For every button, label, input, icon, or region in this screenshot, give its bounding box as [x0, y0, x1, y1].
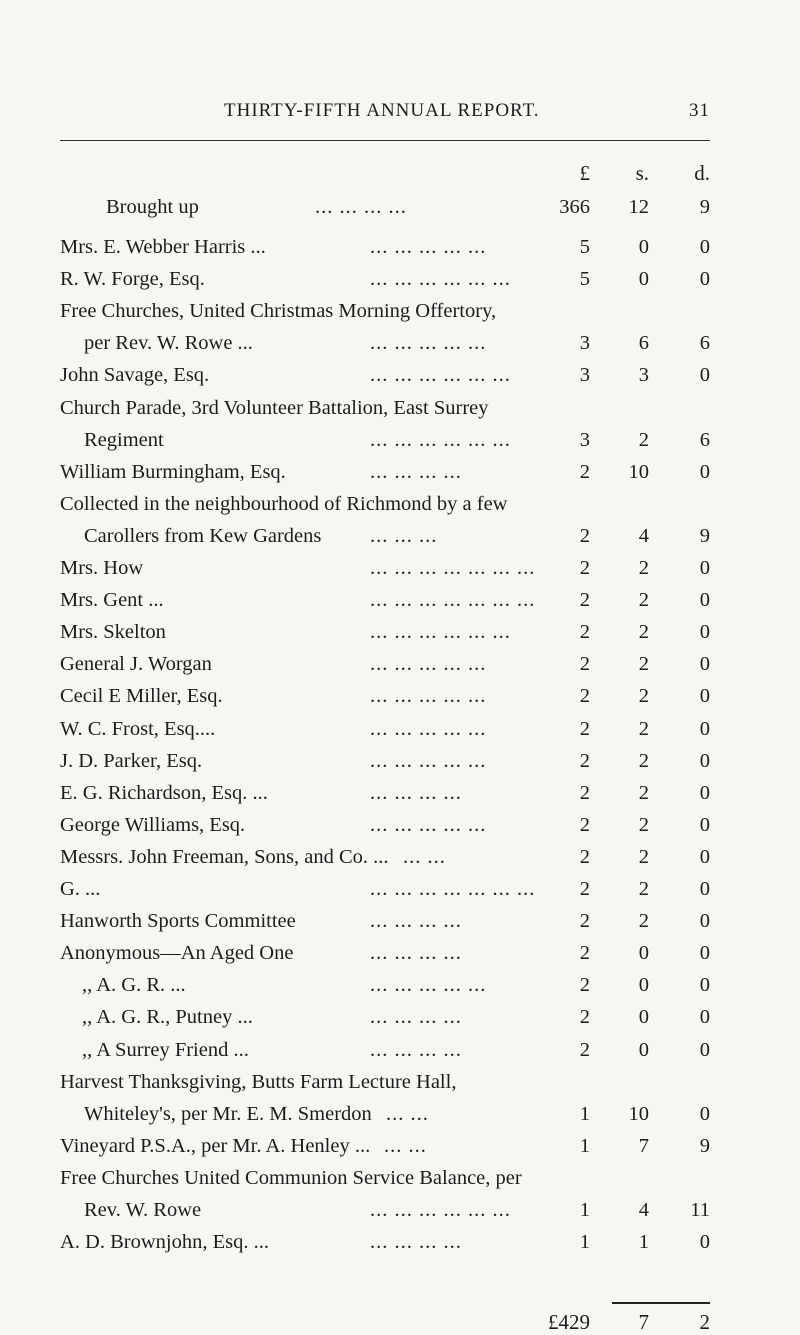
- shillings-value: 2: [638, 589, 649, 612]
- leader-dots: ... ... ...: [370, 524, 438, 547]
- pounds-value: 1: [579, 1134, 590, 1157]
- entry-label: G. ...: [60, 878, 101, 900]
- pounds-value: 2: [579, 717, 590, 740]
- pounds-value: 366: [559, 196, 590, 218]
- brought-up-label: Brought up: [106, 196, 199, 218]
- table-row: [60, 974, 710, 1004]
- pounds-value: 2: [579, 813, 590, 836]
- entry-label: Mrs. E. Webber Harris ...: [60, 236, 266, 258]
- entry-label: Vineyard P.S.A., per Mr. A. Henley ...: [60, 1134, 371, 1157]
- shillings-value: 2: [638, 878, 649, 900]
- pence-value: 9: [699, 524, 710, 547]
- table-row: [60, 236, 710, 266]
- shillings-value: 2: [638, 685, 649, 708]
- leader-dots: ... ...: [384, 1134, 427, 1157]
- entry-label: E. G. Richardson, Esq. ...: [60, 781, 268, 804]
- shillings-header: s.: [635, 161, 649, 185]
- shillings-value: 1: [638, 1231, 649, 1254]
- pounds-value: 2: [579, 621, 590, 644]
- pence-value: 9: [699, 196, 710, 218]
- table-row: [60, 1199, 710, 1229]
- pounds-value: 2: [579, 653, 590, 676]
- entry-label: Mrs. Skelton: [60, 621, 166, 644]
- entry-label: ,, A. G. R. ...: [82, 974, 186, 997]
- entry-label: per Rev. W. Rowe ...: [84, 332, 253, 355]
- shillings-value: 2: [638, 717, 649, 740]
- table-row: [60, 1006, 710, 1036]
- pence-value: 9: [699, 1134, 710, 1157]
- pence-value: 0: [699, 910, 710, 933]
- shillings-value: 7: [638, 1134, 649, 1157]
- leader-dots: ... ... ... ... ...: [370, 236, 487, 258]
- shillings-value: 6: [638, 332, 649, 355]
- pounds-value: 2: [579, 460, 590, 483]
- entry-label: A. D. Brownjohn, Esq. ...: [60, 1231, 269, 1254]
- pence-value: 0: [699, 621, 710, 644]
- pounds-value: 2: [579, 1006, 590, 1029]
- table-row: [60, 942, 710, 972]
- shillings-value: 4: [638, 524, 649, 547]
- pounds-value: 1: [579, 1102, 590, 1125]
- pence-value: 0: [699, 781, 710, 804]
- entry-label: Church Parade, 3rd Volunteer Battalion, East Surrey: [60, 396, 489, 419]
- shillings-value: 0: [638, 268, 649, 291]
- table-row: [60, 1135, 710, 1165]
- pence-value: 0: [699, 1102, 710, 1125]
- table-row: [60, 718, 710, 748]
- pounds-header: £: [579, 161, 590, 185]
- pence-value: 0: [699, 653, 710, 676]
- report-title: THIRTY-FIFTH ANNUAL REPORT.: [224, 100, 540, 121]
- leader-dots: ... ...: [403, 845, 446, 868]
- shillings-value: 2: [638, 910, 649, 933]
- pence-value: 6: [699, 428, 710, 451]
- total-shillings: 7: [638, 1310, 649, 1334]
- shillings-value: 10: [628, 1102, 649, 1125]
- leader-dots: ... ... ... ... ...: [370, 813, 487, 836]
- pence-value: 0: [699, 974, 710, 997]
- table-row: [60, 782, 710, 812]
- pence-header: d.: [694, 161, 710, 185]
- pounds-value: 5: [579, 268, 590, 291]
- shillings-value: 10: [628, 460, 649, 483]
- leader-dots: ... ... ... ... ... ...: [370, 1199, 511, 1221]
- table-row: [60, 1071, 710, 1101]
- table-row: [60, 364, 710, 394]
- pounds-value: 2: [579, 1038, 590, 1061]
- pence-value: 0: [699, 460, 710, 483]
- leader-dots: ... ... ... ... ...: [370, 749, 487, 772]
- pence-value: 0: [699, 942, 710, 965]
- entry-label: Cecil E Miller, Esq.: [60, 685, 223, 708]
- pence-value: 0: [699, 1231, 710, 1254]
- leader-dots: ... ... ... ... ...: [370, 685, 487, 708]
- brought-up-row: [60, 196, 710, 226]
- table-row: [60, 750, 710, 780]
- entry-label: Mrs. How: [60, 557, 144, 579]
- table-row: [60, 910, 710, 940]
- entry-label: J. D. Parker, Esq.: [60, 749, 203, 772]
- pence-value: 0: [699, 557, 710, 579]
- table-row: [60, 493, 710, 523]
- pounds-value: 2: [579, 845, 590, 868]
- pence-value: 0: [699, 845, 710, 868]
- pounds-value: 2: [579, 974, 590, 997]
- pounds-value: 3: [579, 428, 590, 451]
- total-pounds: £429: [548, 1310, 590, 1334]
- entry-label: Collected in the neighbourhood of Richmond by a few: [60, 492, 508, 515]
- table-row: [60, 332, 710, 362]
- pounds-value: 2: [579, 685, 590, 708]
- table-row: [60, 557, 710, 587]
- leader-dots: ... ... ... ...: [315, 196, 407, 218]
- pence-value: 0: [699, 589, 710, 612]
- entry-label: ,, A Surrey Friend ...: [82, 1038, 249, 1061]
- pence-value: 0: [699, 878, 710, 900]
- entry-label: Anonymous—An Aged One: [60, 942, 294, 965]
- shillings-value: 2: [638, 557, 649, 579]
- shillings-value: 0: [638, 1038, 649, 1061]
- table-row: [60, 1167, 710, 1197]
- pence-value: 0: [699, 1006, 710, 1029]
- table-row: [60, 461, 710, 491]
- table-row: [60, 589, 710, 619]
- entry-label: Hanworth Sports Committee: [60, 910, 296, 933]
- pence-value: 11: [690, 1199, 710, 1221]
- table-row: [60, 1231, 710, 1261]
- entry-label: ,, A. G. R., Putney ...: [82, 1006, 253, 1029]
- shillings-value: 2: [638, 813, 649, 836]
- table-row: [60, 268, 710, 298]
- pounds-value: 2: [579, 942, 590, 965]
- pence-value: 0: [699, 364, 710, 387]
- leader-dots: ... ... ... ... ... ...: [370, 621, 511, 644]
- table-row: [60, 846, 710, 876]
- entry-label: Free Churches, United Christmas Morning Offertory,: [60, 300, 497, 323]
- pence-value: 6: [699, 332, 710, 355]
- leader-dots: ... ... ... ... ...: [370, 653, 487, 676]
- shillings-value: 0: [638, 1006, 649, 1029]
- shillings-value: 2: [638, 749, 649, 772]
- pence-value: 0: [699, 268, 710, 291]
- pounds-value: 2: [579, 589, 590, 612]
- total-pence: 2: [699, 1310, 710, 1334]
- total-rule: [612, 1302, 710, 1304]
- entry-label: Carollers from Kew Gardens: [84, 524, 322, 547]
- pounds-value: 2: [579, 781, 590, 804]
- shillings-value: 2: [638, 428, 649, 451]
- header-rule: [60, 140, 710, 141]
- leader-dots: ... ... ... ...: [370, 1231, 462, 1254]
- leader-dots: ... ... ... ... ... ... ...: [370, 878, 536, 900]
- pence-value: 0: [699, 813, 710, 836]
- shillings-value: 2: [638, 845, 649, 868]
- entry-label: R. W. Forge, Esq.: [60, 268, 205, 291]
- table-row: [60, 621, 710, 651]
- shillings-value: 0: [638, 974, 649, 997]
- pounds-value: 1: [579, 1231, 590, 1254]
- entry-label: Messrs. John Freeman, Sons, and Co. ...: [60, 845, 389, 868]
- pounds-value: 3: [579, 332, 590, 355]
- table-row: [60, 653, 710, 683]
- entry-label: Rev. W. Rowe: [84, 1199, 202, 1221]
- pounds-value: 2: [579, 524, 590, 547]
- table-row: [60, 1039, 710, 1069]
- table-row: [60, 685, 710, 715]
- entry-label: Regiment: [84, 428, 164, 451]
- entry-label: Whiteley's, per Mr. E. M. Smerdon: [84, 1102, 372, 1125]
- shillings-value: 0: [638, 942, 649, 965]
- leader-dots: ... ... ... ...: [370, 781, 462, 804]
- pounds-value: 2: [579, 557, 590, 579]
- pence-value: 0: [699, 717, 710, 740]
- pence-value: 0: [699, 1038, 710, 1061]
- entry-label: George Williams, Esq.: [60, 813, 246, 836]
- leader-dots: ... ...: [386, 1102, 429, 1125]
- leader-dots: ... ... ... ... ... ...: [370, 268, 511, 291]
- pounds-value: 2: [579, 749, 590, 772]
- leader-dots: ... ... ... ... ... ...: [370, 428, 511, 451]
- shillings-value: 12: [628, 196, 649, 218]
- pounds-value: 3: [579, 364, 590, 387]
- pounds-value: 1: [579, 1199, 590, 1221]
- pence-value: 0: [699, 236, 710, 258]
- entry-label: William Burmingham, Esq.: [60, 460, 286, 483]
- table-row: [60, 814, 710, 844]
- pence-value: 0: [699, 685, 710, 708]
- page-number: 31: [689, 100, 710, 121]
- leader-dots: ... ... ... ...: [370, 942, 462, 965]
- table-row: [60, 525, 710, 555]
- leader-dots: ... ... ... ... ... ...: [370, 364, 511, 387]
- pence-value: 0: [699, 749, 710, 772]
- leader-dots: ... ... ... ...: [370, 460, 462, 483]
- table-row: [60, 397, 710, 427]
- shillings-value: 3: [638, 364, 649, 387]
- leader-dots: ... ... ... ... ... ... ...: [370, 589, 536, 612]
- pounds-value: 2: [579, 878, 590, 900]
- leader-dots: ... ... ... ...: [370, 1006, 462, 1029]
- shillings-value: 2: [638, 621, 649, 644]
- entry-label: Mrs. Gent ...: [60, 589, 164, 612]
- leader-dots: ... ... ... ... ...: [370, 332, 487, 355]
- table-row: [60, 429, 710, 459]
- entry-label: General J. Worgan: [60, 653, 212, 676]
- leader-dots: ... ... ... ... ... ... ...: [370, 557, 536, 579]
- shillings-value: 0: [638, 236, 649, 258]
- pounds-value: 2: [579, 910, 590, 933]
- entry-label: John Savage, Esq.: [60, 364, 210, 387]
- leader-dots: ... ... ... ...: [370, 1038, 462, 1061]
- shillings-value: 2: [638, 653, 649, 676]
- table-row: [60, 878, 710, 908]
- table-row: [60, 1103, 710, 1133]
- pounds-value: 5: [579, 236, 590, 258]
- entry-label: W. C. Frost, Esq....: [60, 717, 216, 740]
- table-row: [60, 300, 710, 330]
- leader-dots: ... ... ... ...: [370, 910, 462, 933]
- entry-label: Harvest Thanksgiving, Butts Farm Lecture Hall,: [60, 1070, 457, 1093]
- shillings-value: 2: [638, 781, 649, 804]
- leader-dots: ... ... ... ... ...: [370, 717, 487, 740]
- shillings-value: 4: [638, 1199, 649, 1221]
- entry-label: Free Churches United Communion Service Balance, per: [60, 1166, 522, 1189]
- leader-dots: ... ... ... ... ...: [370, 974, 487, 997]
